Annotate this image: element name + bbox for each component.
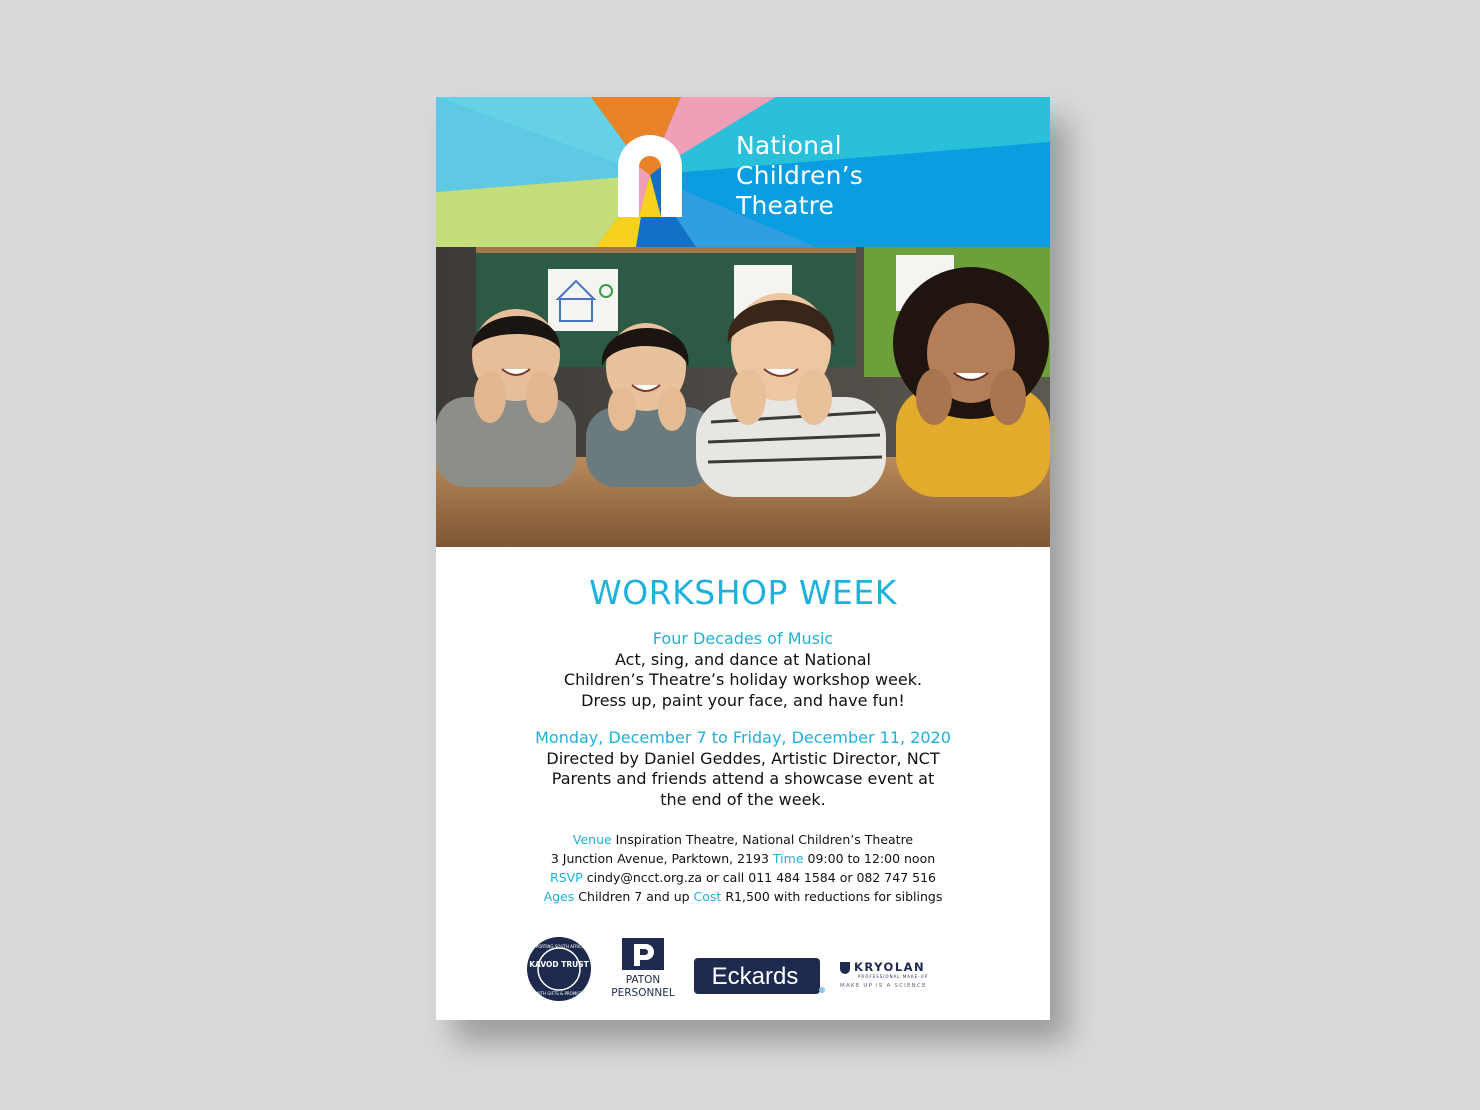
eckards-name: Eckards bbox=[711, 963, 799, 990]
cost-value: R1,500 with reductions for siblings bbox=[725, 889, 943, 904]
description-line: Children’s Theatre’s holiday workshop week. bbox=[563, 670, 923, 689]
event-dates: Monday, December 7 to Friday, December 11, 2020 bbox=[535, 728, 951, 747]
header-banner bbox=[436, 97, 1050, 247]
ages-cost-row bbox=[436, 887, 1050, 906]
nct-arch-logo-icon bbox=[618, 135, 682, 217]
venue-row bbox=[436, 830, 1050, 849]
address-value: 3 Junction Avenue, Parktown, 2193 bbox=[550, 851, 769, 866]
brand-line: National bbox=[736, 131, 842, 160]
description-line: Act, sing, and dance at National bbox=[614, 649, 871, 669]
kavod-ring-bottom: WITH GIFTS & PROMISE bbox=[535, 991, 583, 996]
rsvp-label: RSVP bbox=[550, 870, 583, 885]
practical-info bbox=[436, 830, 1050, 906]
address-time-row bbox=[436, 849, 1050, 868]
cost-label: Cost bbox=[693, 889, 722, 904]
workshop-poster bbox=[436, 97, 1050, 1020]
time-label: Time bbox=[772, 851, 804, 866]
kryolan-name: KRYOLAN bbox=[854, 960, 926, 974]
kryolan-logo bbox=[838, 960, 962, 990]
rsvp-value: cindy@ncct.org.za or call 011 484 1584 or 082 747 516 bbox=[586, 870, 936, 885]
paton-personnel-logo bbox=[600, 936, 686, 1000]
star-icon bbox=[819, 987, 825, 993]
detail-line: Directed by Daniel Geddes, Artistic Director, NCT bbox=[546, 748, 940, 768]
time-value: 09:00 to 12:00 noon bbox=[807, 851, 936, 866]
kryolan-tagline: MAKE UP IS A SCIENCE bbox=[840, 983, 927, 989]
description-block bbox=[436, 629, 1050, 711]
paton-line2: PERSONNEL bbox=[611, 987, 675, 999]
brand-line: Theatre bbox=[736, 191, 835, 220]
event-title: WORKSHOP WEEK bbox=[589, 573, 897, 612]
venue-label: Venue bbox=[572, 832, 612, 847]
kryolan-shield-icon bbox=[840, 962, 850, 974]
event-subtitle: Four Decades of Music bbox=[652, 629, 834, 648]
event-details bbox=[436, 573, 1050, 906]
kavod-name: KAVOD TRUST bbox=[529, 960, 589, 969]
brand-wordmark bbox=[736, 131, 863, 221]
venue-value: Inspiration Theatre, National Children’s Theatre bbox=[615, 832, 914, 847]
description-line: Dress up, paint your face, and have fun! bbox=[581, 690, 905, 710]
brand-line: Children’s bbox=[736, 161, 863, 190]
ages-label: Ages bbox=[543, 889, 575, 904]
ages-value: Children 7 and up bbox=[578, 889, 690, 904]
classroom-illustration bbox=[436, 247, 1050, 547]
rsvp-row bbox=[436, 868, 1050, 887]
kryolan-sub: PROFESSIONAL MAKE-UP bbox=[858, 974, 928, 979]
kavod-ring-top: SUPPORTING SOUTH AFRICANS bbox=[527, 944, 591, 949]
paton-line1: PATON bbox=[625, 974, 661, 986]
children-photo bbox=[436, 247, 1050, 547]
detail-line: the end of the week. bbox=[660, 789, 826, 809]
schedule-block bbox=[436, 728, 1050, 810]
sponsor-logos bbox=[436, 932, 1050, 1002]
kavod-trust-logo bbox=[526, 936, 592, 1002]
detail-line: Parents and friends attend a showcase event at bbox=[551, 769, 935, 788]
eckards-logo bbox=[694, 958, 830, 996]
